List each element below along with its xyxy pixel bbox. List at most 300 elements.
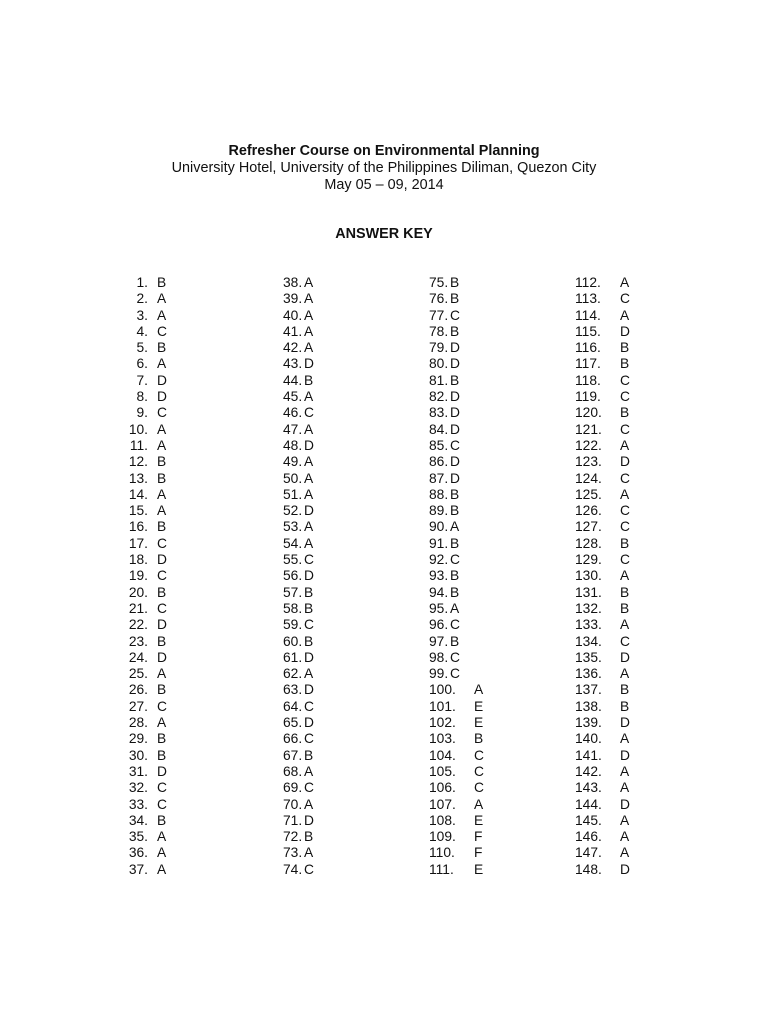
answer-letter: B bbox=[620, 600, 630, 616]
question-number: 142. bbox=[575, 763, 602, 779]
answer-letter: B bbox=[450, 291, 460, 307]
answer-letter: A bbox=[304, 486, 314, 502]
question-number: 84. bbox=[429, 421, 449, 437]
question-number: 87. bbox=[429, 470, 449, 486]
question-number: 16. bbox=[128, 519, 148, 535]
answer-letter: A bbox=[450, 600, 460, 616]
question-number: 75. bbox=[429, 275, 449, 290]
question-number: 63. bbox=[283, 682, 303, 698]
answer-letter: B bbox=[620, 682, 630, 698]
question-number: 133. bbox=[575, 617, 602, 633]
question-number: 134. bbox=[575, 633, 602, 649]
question-number: 93. bbox=[429, 568, 449, 584]
question-number: 51. bbox=[283, 486, 303, 502]
question-number: 146. bbox=[575, 829, 602, 845]
question-number: 52. bbox=[283, 503, 303, 519]
answer-letter: C bbox=[474, 763, 484, 779]
answer-letter: A bbox=[450, 519, 460, 535]
question-number: 129. bbox=[575, 552, 602, 568]
question-number: 65. bbox=[283, 715, 303, 731]
answer-letter: B bbox=[620, 584, 630, 600]
question-number: 124. bbox=[575, 470, 602, 486]
question-number: 8. bbox=[136, 389, 148, 405]
question-number: 35. bbox=[128, 829, 148, 845]
question-number: 17. bbox=[128, 535, 148, 551]
question-number: 72. bbox=[283, 829, 303, 845]
answer-letter: D bbox=[620, 454, 630, 470]
answer-letter: A bbox=[620, 437, 630, 453]
answer-letter: A bbox=[474, 682, 484, 698]
answer-letter: A bbox=[620, 275, 630, 290]
question-number: 50. bbox=[283, 470, 303, 486]
question-number: 68. bbox=[283, 763, 303, 779]
question-number: 78. bbox=[429, 323, 449, 339]
answer-letter: D bbox=[157, 552, 167, 568]
question-number: 4. bbox=[136, 323, 148, 339]
question-number: 81. bbox=[429, 372, 449, 388]
answer-letter: C bbox=[620, 291, 630, 307]
course-title: Refresher Course on Environmental Planning bbox=[228, 143, 540, 159]
question-number: 96. bbox=[429, 617, 449, 633]
question-number: 9. bbox=[136, 405, 148, 421]
answer-letter: D bbox=[304, 682, 314, 698]
question-number: 112. bbox=[575, 275, 601, 290]
answer-letter: B bbox=[450, 372, 460, 388]
question-number: 49. bbox=[283, 454, 303, 470]
answer-letter: A bbox=[620, 812, 630, 828]
answer-letter: D bbox=[620, 323, 630, 339]
answer-letter: D bbox=[157, 389, 167, 405]
question-number: 22. bbox=[128, 617, 148, 633]
answer-letter: B bbox=[620, 698, 630, 714]
question-number: 89. bbox=[429, 503, 449, 519]
question-number: 60. bbox=[283, 633, 303, 649]
answer-letter: D bbox=[450, 340, 460, 356]
question-number: 33. bbox=[128, 796, 148, 812]
answer-letter: D bbox=[620, 747, 630, 763]
question-number: 27. bbox=[128, 698, 148, 714]
answer-letter: C bbox=[157, 323, 167, 339]
answer-letter: C bbox=[450, 307, 460, 323]
question-number: 25. bbox=[128, 666, 148, 682]
question-number: 46. bbox=[283, 405, 303, 421]
question-number: 148. bbox=[575, 861, 602, 877]
question-number: 99. bbox=[429, 666, 449, 682]
answer-letter: D bbox=[450, 454, 460, 470]
question-number: 91. bbox=[429, 535, 449, 551]
question-number: 56. bbox=[283, 568, 303, 584]
answer-letter: A bbox=[620, 307, 630, 323]
answer-letter: A bbox=[304, 291, 314, 307]
answer-letter: C bbox=[304, 731, 314, 747]
question-number: 117. bbox=[575, 356, 601, 372]
question-number: 118. bbox=[575, 372, 601, 388]
answer-letter: B bbox=[620, 356, 630, 372]
question-number: 54. bbox=[283, 535, 303, 551]
question-number: 36. bbox=[128, 845, 148, 861]
answer-letter: A bbox=[304, 845, 314, 861]
answer-letter: A bbox=[157, 503, 167, 519]
answer-letter: C bbox=[157, 405, 167, 421]
question-number: 85. bbox=[429, 437, 449, 453]
question-number: 28. bbox=[128, 715, 148, 731]
answer-letter: C bbox=[620, 519, 630, 535]
question-number: 57. bbox=[283, 584, 303, 600]
answer-letter: A bbox=[620, 617, 630, 633]
question-number: 101. bbox=[429, 698, 456, 714]
question-number: 55. bbox=[283, 552, 303, 568]
question-number: 47. bbox=[283, 421, 303, 437]
answer-letter: A bbox=[304, 307, 314, 323]
question-number: 90. bbox=[429, 519, 449, 535]
answer-letter: B bbox=[157, 747, 167, 763]
question-number: 2. bbox=[136, 291, 148, 307]
answer-letter: D bbox=[304, 568, 314, 584]
answer-letter: B bbox=[620, 340, 630, 356]
question-number: 122. bbox=[575, 437, 602, 453]
answer-letter: A bbox=[304, 323, 314, 339]
answer-letter: D bbox=[620, 649, 630, 665]
answer-letter: C bbox=[304, 861, 314, 877]
question-number: 79. bbox=[429, 340, 449, 356]
question-number: 135. bbox=[575, 649, 602, 665]
answer-letter: C bbox=[474, 780, 484, 796]
question-number: 30. bbox=[128, 747, 148, 763]
question-number: 31. bbox=[128, 763, 148, 779]
answer-letter: A bbox=[620, 731, 630, 747]
answer-letter: A bbox=[620, 829, 630, 845]
question-number: 131. bbox=[575, 584, 602, 600]
answer-letter: A bbox=[620, 780, 630, 796]
answer-letter: B bbox=[157, 812, 167, 828]
question-number: 98. bbox=[429, 649, 449, 665]
question-number: 127. bbox=[575, 519, 602, 535]
answer-letter: C bbox=[450, 552, 460, 568]
question-number: 20. bbox=[128, 584, 148, 600]
answer-letter: C bbox=[304, 780, 314, 796]
answer-letter: D bbox=[157, 763, 167, 779]
question-number: 42. bbox=[283, 340, 303, 356]
answer-letter: A bbox=[157, 437, 167, 453]
answer-letter: B bbox=[157, 454, 167, 470]
question-number: 143. bbox=[575, 780, 602, 796]
question-number: 19. bbox=[128, 568, 148, 584]
question-number: 92. bbox=[429, 552, 449, 568]
answer-letter: B bbox=[450, 275, 460, 290]
answer-letter: C bbox=[620, 470, 630, 486]
question-number: 136. bbox=[575, 666, 602, 682]
answer-letter: A bbox=[620, 666, 630, 682]
question-number: 3. bbox=[136, 307, 148, 323]
question-number: 128. bbox=[575, 535, 602, 551]
answer-letter: A bbox=[157, 829, 167, 845]
question-number: 21. bbox=[128, 600, 148, 616]
question-number: 116. bbox=[575, 340, 601, 356]
question-number: 62. bbox=[283, 666, 303, 682]
answer-letter: F bbox=[474, 829, 483, 845]
answer-letter: A bbox=[304, 796, 314, 812]
answer-letter: D bbox=[620, 715, 630, 731]
question-number: 34. bbox=[128, 812, 148, 828]
question-number: 43. bbox=[283, 356, 303, 372]
question-number: 73. bbox=[283, 845, 303, 861]
question-number: 18. bbox=[128, 552, 148, 568]
answer-letter: B bbox=[157, 340, 167, 356]
question-number: 13. bbox=[128, 470, 148, 486]
question-number: 137. bbox=[575, 682, 602, 698]
question-number: 100. bbox=[429, 682, 456, 698]
question-number: 32. bbox=[128, 780, 148, 796]
question-number: 114. bbox=[575, 307, 601, 323]
question-number: 82. bbox=[429, 389, 449, 405]
answer-letter: A bbox=[157, 715, 167, 731]
question-number: 77. bbox=[429, 307, 449, 323]
question-number: 41. bbox=[283, 323, 303, 339]
answer-letter: A bbox=[620, 568, 630, 584]
question-number: 12. bbox=[128, 454, 148, 470]
question-number: 102. bbox=[429, 715, 456, 731]
answer-letter: A bbox=[157, 421, 167, 437]
question-number: 71. bbox=[283, 812, 303, 828]
answer-letter: B bbox=[304, 633, 314, 649]
answer-letter: E bbox=[474, 698, 484, 714]
answer-letter: A bbox=[157, 845, 167, 861]
answer-letter: B bbox=[157, 584, 167, 600]
answer-letter: B bbox=[450, 633, 460, 649]
answer-letter: C bbox=[157, 796, 167, 812]
answer-letter: A bbox=[157, 486, 167, 502]
question-number: 95. bbox=[429, 600, 449, 616]
answer-letter: B bbox=[620, 535, 630, 551]
answer-letter: B bbox=[157, 731, 167, 747]
question-number: 88. bbox=[429, 486, 449, 502]
question-number: 64. bbox=[283, 698, 303, 714]
answer-letter: A bbox=[157, 291, 167, 307]
answer-letter: D bbox=[450, 470, 460, 486]
answer-letter: E bbox=[474, 812, 484, 828]
answer-letter: D bbox=[304, 503, 314, 519]
question-number: 125. bbox=[575, 486, 602, 502]
question-number: 39. bbox=[283, 291, 303, 307]
question-number: 80. bbox=[429, 356, 449, 372]
question-number: 66. bbox=[283, 731, 303, 747]
question-number: 83. bbox=[429, 405, 449, 421]
question-number: 111. bbox=[429, 861, 454, 877]
question-number: 104. bbox=[429, 747, 456, 763]
question-number: 115. bbox=[575, 323, 601, 339]
answer-letter: A bbox=[304, 519, 314, 535]
date-line: May 05 – 09, 2014 bbox=[324, 177, 444, 194]
answer-letter: B bbox=[450, 568, 460, 584]
question-number: 14. bbox=[128, 486, 148, 502]
answer-letter: C bbox=[157, 780, 167, 796]
answer-letter: D bbox=[450, 405, 460, 421]
question-number: 15. bbox=[128, 503, 148, 519]
question-number: 40. bbox=[283, 307, 303, 323]
answer-letter: D bbox=[450, 421, 460, 437]
answer-letter: A bbox=[304, 454, 314, 470]
question-number: 120. bbox=[575, 405, 602, 421]
question-number: 61. bbox=[283, 649, 303, 665]
question-number: 59. bbox=[283, 617, 303, 633]
answer-letter: D bbox=[620, 861, 630, 877]
answer-letter: C bbox=[620, 552, 630, 568]
answer-letter: A bbox=[157, 356, 167, 372]
answer-letter: D bbox=[450, 389, 460, 405]
answer-letter: A bbox=[157, 666, 167, 682]
question-number: 139. bbox=[575, 715, 602, 731]
question-number: 45. bbox=[283, 389, 303, 405]
answer-letter: C bbox=[620, 421, 630, 437]
answer-letter: D bbox=[304, 649, 314, 665]
answer-letter: B bbox=[450, 535, 460, 551]
question-number: 10. bbox=[128, 421, 148, 437]
question-number: 94. bbox=[429, 584, 449, 600]
answer-letter: F bbox=[474, 845, 483, 861]
answer-letter: D bbox=[450, 356, 460, 372]
question-number: 97. bbox=[429, 633, 449, 649]
answer-letter: A bbox=[157, 307, 167, 323]
answer-letter: A bbox=[474, 796, 484, 812]
answer-letter: C bbox=[304, 405, 314, 421]
answer-letter: A bbox=[620, 486, 630, 502]
answer-letter: E bbox=[474, 861, 484, 877]
question-number: 107. bbox=[429, 796, 456, 812]
question-number: 1. bbox=[136, 275, 148, 290]
answer-letter: B bbox=[304, 584, 314, 600]
answer-letter: A bbox=[304, 389, 314, 405]
question-number: 70. bbox=[283, 796, 303, 812]
question-number: 144. bbox=[575, 796, 602, 812]
answer-letter: B bbox=[304, 829, 314, 845]
question-number: 130. bbox=[575, 568, 602, 584]
question-number: 121. bbox=[575, 421, 602, 437]
answer-letter: C bbox=[620, 503, 630, 519]
answer-letter: B bbox=[474, 731, 484, 747]
answer-key-heading: ANSWER KEY bbox=[335, 226, 433, 242]
answer-letter: C bbox=[157, 600, 167, 616]
answer-letter: B bbox=[157, 682, 167, 698]
question-number: 141. bbox=[575, 747, 602, 763]
question-number: 105. bbox=[429, 763, 456, 779]
question-number: 147. bbox=[575, 845, 602, 861]
question-number: 58. bbox=[283, 600, 303, 616]
question-number: 109. bbox=[429, 829, 456, 845]
question-number: 53. bbox=[283, 519, 303, 535]
answer-letter: A bbox=[304, 763, 314, 779]
answer-letter: B bbox=[304, 600, 314, 616]
answer-letter: B bbox=[450, 584, 460, 600]
answer-letter: B bbox=[157, 275, 167, 290]
answer-letter: B bbox=[450, 486, 460, 502]
question-number: 123. bbox=[575, 454, 602, 470]
question-number: 29. bbox=[128, 731, 148, 747]
question-number: 6. bbox=[136, 356, 148, 372]
question-number: 126. bbox=[575, 503, 602, 519]
answer-letter: C bbox=[450, 617, 460, 633]
answer-letter: D bbox=[304, 812, 314, 828]
document-header bbox=[0, 143, 768, 195]
answer-letter: C bbox=[620, 372, 630, 388]
answer-letter: C bbox=[450, 437, 460, 453]
answer-letter: D bbox=[304, 356, 314, 372]
question-number: 5. bbox=[136, 340, 148, 356]
question-number: 103. bbox=[429, 731, 456, 747]
question-number: 110. bbox=[429, 845, 455, 861]
question-number: 86. bbox=[429, 454, 449, 470]
answer-letter: A bbox=[304, 666, 314, 682]
answer-letter: C bbox=[474, 747, 484, 763]
answer-letter: B bbox=[450, 323, 460, 339]
question-number: 106. bbox=[429, 780, 456, 796]
answer-letter: B bbox=[157, 519, 167, 535]
answer-letter: B bbox=[620, 405, 630, 421]
answer-letter: C bbox=[157, 568, 167, 584]
question-number: 37. bbox=[128, 861, 148, 877]
question-number: 108. bbox=[429, 812, 456, 828]
question-number: 132. bbox=[575, 600, 602, 616]
question-number: 140. bbox=[575, 731, 602, 747]
answer-letter: A bbox=[304, 275, 314, 290]
answer-letter: A bbox=[304, 535, 314, 551]
answer-letter: A bbox=[304, 340, 314, 356]
answer-letter: A bbox=[157, 861, 167, 877]
question-number: 69. bbox=[283, 780, 303, 796]
question-number: 138. bbox=[575, 698, 602, 714]
question-number: 48. bbox=[283, 437, 303, 453]
answer-letter: C bbox=[304, 617, 314, 633]
answer-letter: C bbox=[304, 698, 314, 714]
answer-letter: A bbox=[304, 421, 314, 437]
question-number: 76. bbox=[429, 291, 449, 307]
question-number: 74. bbox=[283, 861, 303, 877]
question-number: 7. bbox=[136, 372, 148, 388]
question-number: 23. bbox=[128, 633, 148, 649]
answer-letter: D bbox=[157, 372, 167, 388]
answer-letter: C bbox=[157, 535, 167, 551]
answer-letter: C bbox=[304, 552, 314, 568]
answer-letter: B bbox=[450, 503, 460, 519]
answer-letter: E bbox=[474, 715, 484, 731]
answer-letter: A bbox=[620, 763, 630, 779]
question-number: 67. bbox=[283, 747, 303, 763]
answer-letter: A bbox=[620, 845, 630, 861]
question-number: 26. bbox=[128, 682, 148, 698]
answer-letter: B bbox=[157, 633, 167, 649]
answer-letter: B bbox=[304, 372, 314, 388]
answer-letter: A bbox=[304, 470, 314, 486]
answer-letter: B bbox=[304, 747, 314, 763]
question-number: 38. bbox=[283, 275, 303, 290]
venue-line: University Hotel, University of the Philippines Diliman, Quezon City bbox=[171, 160, 597, 177]
question-number: 113. bbox=[575, 291, 601, 307]
question-number: 119. bbox=[575, 389, 601, 405]
answer-letter: B bbox=[157, 470, 167, 486]
answer-letter: D bbox=[304, 715, 314, 731]
answer-letter: C bbox=[157, 698, 167, 714]
answer-letter: D bbox=[620, 796, 630, 812]
answer-letter: D bbox=[157, 649, 167, 665]
answer-letter: C bbox=[620, 633, 630, 649]
question-number: 24. bbox=[128, 649, 148, 665]
answer-letter: C bbox=[450, 666, 460, 682]
question-number: 145. bbox=[575, 812, 602, 828]
answer-letter: C bbox=[450, 649, 460, 665]
question-number: 44. bbox=[283, 372, 303, 388]
answer-letter: D bbox=[304, 437, 314, 453]
answer-letter: D bbox=[157, 617, 167, 633]
question-number: 11. bbox=[129, 437, 148, 453]
